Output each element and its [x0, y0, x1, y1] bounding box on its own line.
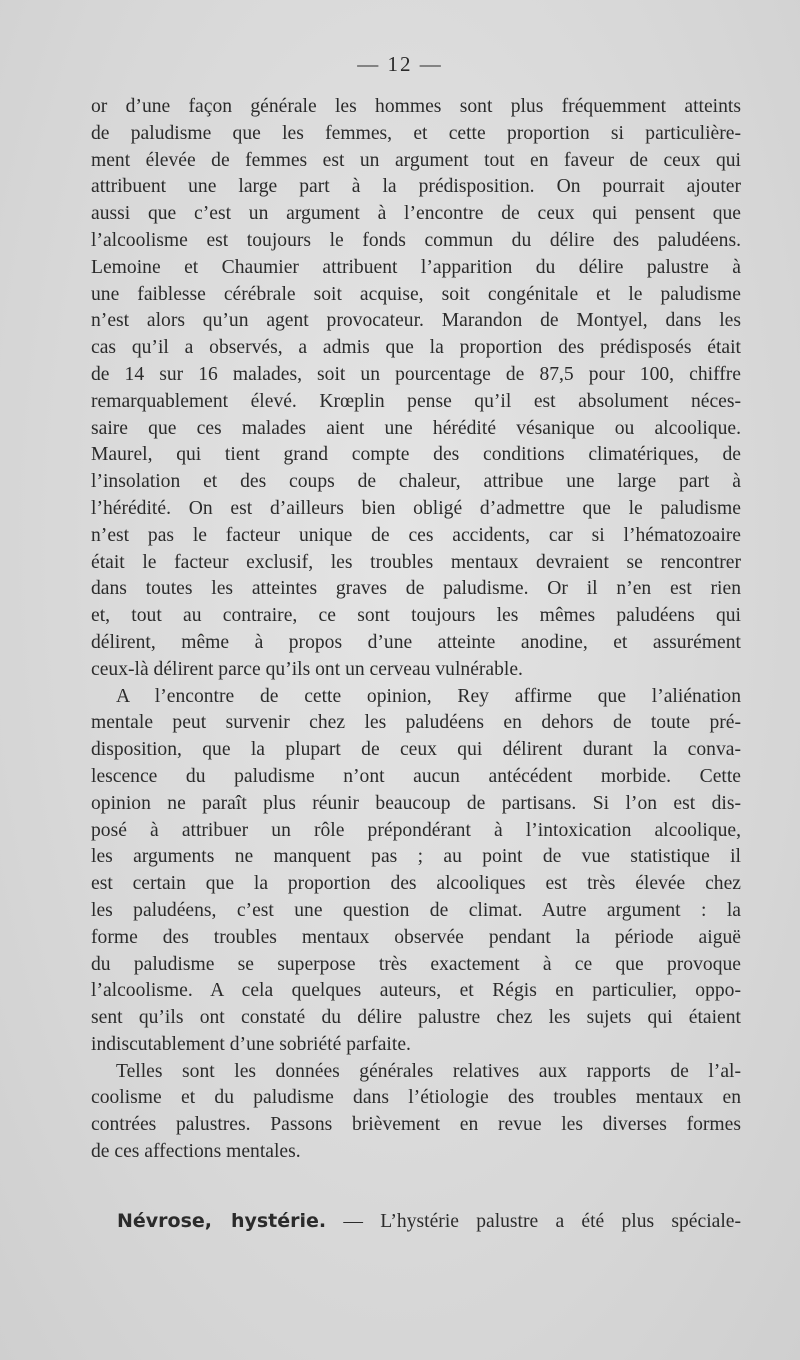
text-line: Maurel, qui tient grand compte des conditions climatériques, de: [91, 444, 741, 466]
text-line: les paludéens, c’est une question de climat. Autre argument : la: [91, 899, 741, 921]
section-heading-line: [117, 1208, 741, 1236]
text-line: dans toutes les atteintes graves de paludisme. Or il n’en est rien: [91, 578, 741, 600]
text-line: disposition, que la plupart de ceux qui délirent durant la conva-: [91, 739, 741, 761]
text-line: indiscutablement d’une sobriété parfaite.: [91, 1033, 411, 1055]
text-body: [91, 94, 741, 1166]
text-line: contrées palustres. Passons brièvement en revue les diverses formes: [91, 1114, 741, 1136]
text-line: de ces affections mentales.: [91, 1141, 301, 1163]
text-line: délirent, même à propos d’une atteinte anodine, et assurément: [91, 631, 741, 653]
text-line: ceux-là délirent parce qu’ils ont un cerveau vulnérable.: [91, 658, 523, 680]
text-line: ment élevée de femmes est un argument tout en faveur de ceux qui: [91, 149, 741, 171]
text-line: coolisme et du paludisme dans l’étiologie des troubles mentaux en: [91, 1087, 741, 1109]
text-line: sent qu’ils ont constaté du délire palustre chez les sujets qui étaient: [91, 1007, 741, 1029]
text-line: l’alcoolisme est toujours le fonds commun du délire des paludéens.: [91, 229, 741, 251]
text-line: était le facteur exclusif, les troubles mentaux devraient se rencontrer: [91, 551, 741, 573]
paragraph: [91, 1059, 741, 1166]
text-line: l’insolation et des coups de chaleur, attribue une large part à: [91, 471, 741, 493]
text-line: remarquablement élevé. Krœplin pense qu’il est absolument néces-: [91, 390, 741, 412]
text-line: lescence du paludisme n’ont aucun antécédent morbide. Cette: [91, 765, 741, 787]
section-text: — L’hystérie palustre a été plus spéciale-: [343, 1211, 742, 1232]
paragraph: [91, 94, 741, 684]
text-line: du paludisme se superpose très exactement à ce que provoque: [91, 953, 741, 975]
paragraph: [91, 684, 741, 1059]
text-line: n’est pas le facteur unique de ces accidents, car si l’hématozoaire: [91, 524, 741, 546]
text-line: cas qu’il a observés, a admis que la proportion des prédisposés était: [91, 337, 741, 359]
text-line: opinion ne paraît plus réunir beaucoup de partisans. Si l’on est dis-: [91, 792, 741, 814]
text-line: attribuent une large part à la prédisposition. On pourrait ajouter: [91, 176, 741, 198]
text-line: Lemoine et Chaumier attribuent l’apparition du délire palustre à: [91, 256, 741, 278]
text-line: une faiblesse cérébrale soit acquise, soit congénitale et le paludisme: [91, 283, 741, 305]
text-line: saire que ces malades aient une hérédité vésanique ou alcoolique.: [91, 417, 741, 439]
text-line: de paludisme que les femmes, et cette proportion si particulière-: [91, 122, 741, 144]
page-number: — 12 —: [357, 52, 443, 76]
text-line: Telles sont les données générales relatives aux rapports de l’al-: [116, 1060, 741, 1082]
text-line: forme des troubles mentaux observée pendant la période aiguë: [91, 926, 741, 948]
text-line: mentale peut survenir chez les paludéens en dehors de toute pré-: [91, 712, 741, 734]
text-line: l’hérédité. On est d’ailleurs bien obligé d’admettre que le paludisme: [91, 497, 741, 519]
text-line: A l’encontre de cette opinion, Rey affirme que l’aliénation: [116, 685, 741, 707]
section-heading: Névrose, hystérie.: [117, 1210, 327, 1232]
text-line: les arguments ne manquent pas ; au point de vue statistique il: [91, 846, 741, 868]
text-line: de 14 sur 16 malades, soit un pourcentage de 87,5 pour 100, chiffre: [91, 363, 741, 385]
text-line: or d’une façon générale les hommes sont plus fréquemment atteints: [91, 96, 741, 117]
text-line: l’alcoolisme. A cela quelques auteurs, et Régis en particulier, oppo-: [91, 980, 741, 1002]
text-line: posé à attribuer un rôle prépondérant à l’intoxication alcoolique,: [91, 819, 741, 841]
text-line: n’est alors qu’un agent provocateur. Marandon de Montyel, dans les: [91, 310, 741, 332]
text-line: et, tout au contraire, ce sont toujours les mêmes paludéens qui: [91, 605, 741, 627]
text-line: aussi que c’est un argument à l’encontre de ceux qui pensent que: [91, 203, 741, 225]
text-line: est certain que la proportion des alcooliques est très élevée chez: [91, 873, 741, 895]
